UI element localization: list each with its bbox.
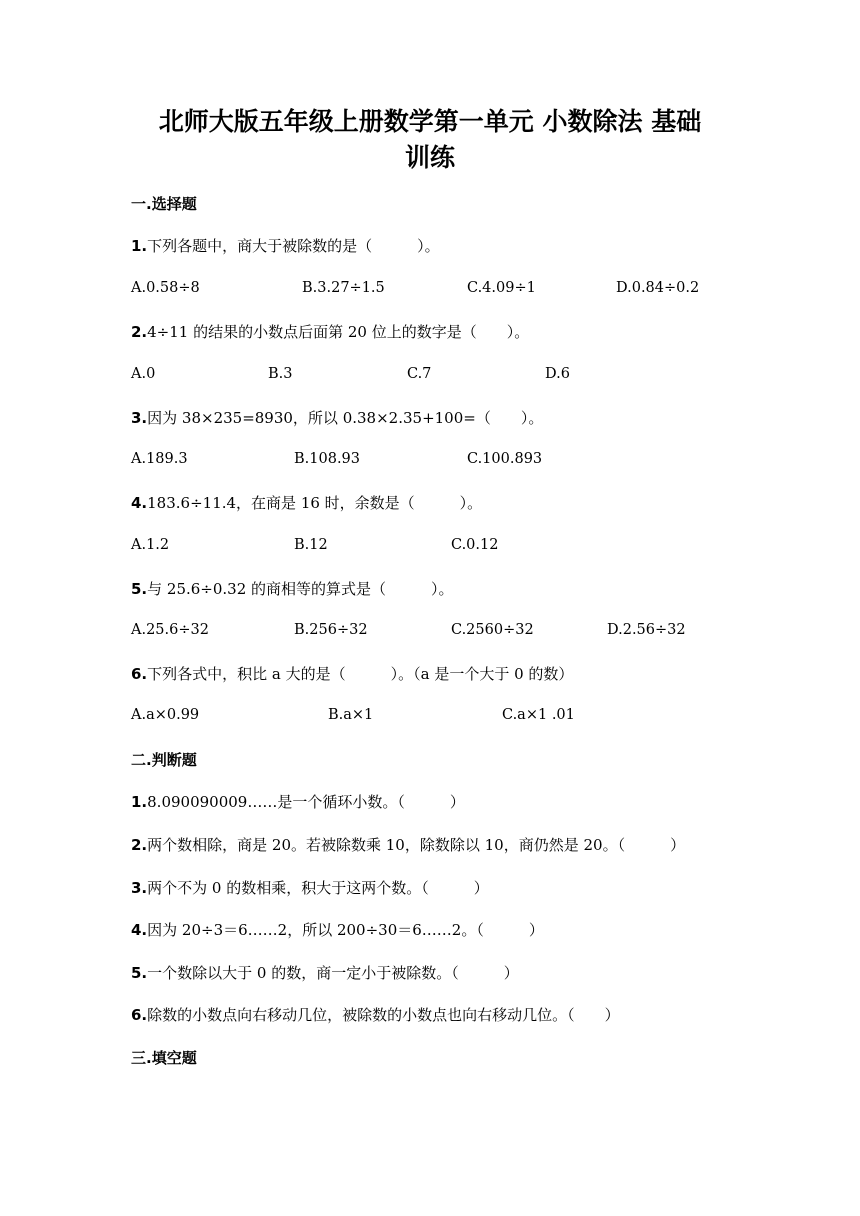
question-text: 下列各题中，商大于被除数的是（ ）。 [147,237,440,255]
option-b: B.3.27÷1.5 [302,280,385,296]
option-c: C.0.12 [451,537,499,553]
question-number: 6. [131,665,148,683]
option-b: B.12 [294,537,328,553]
question-text: 因为 38×235=8930，所以 0.38×2.35+100=（ ）。 [147,409,544,427]
question-number: 4. [131,921,148,939]
option-a: A.0 [131,366,156,382]
choice-question-3 [131,407,543,428]
question-number: 1. [131,237,148,255]
question-number: 5. [131,964,148,982]
page-title [120,104,740,176]
option-c: C.4.09÷1 [467,280,536,296]
option-a: A.25.6÷32 [131,622,209,638]
question-text: 183.6÷11.4，在商是 16 时，余数是（ ）。 [147,494,483,512]
question-text: 因为 20÷3＝6……2，所以 200÷30＝6……2。（ ） [147,921,544,939]
question-text: 8.090090009……是一个循环小数。（ ） [147,793,465,811]
choice-question-2 [131,321,529,342]
question-text: 除数的小数点向右移动几位，被除数的小数点也向右移动几位。（ ） [147,1006,620,1024]
choice-question-1 [131,235,440,256]
option-a: A.a×0.99 [131,707,200,723]
choice-question-5 [131,578,454,599]
question-number: 3. [131,879,148,897]
choice-question-6 [131,663,573,684]
title-line-2: 训练 [404,143,455,172]
question-text: 两个不为 0 的数相乘，积大于这两个数。（ ） [147,879,489,897]
question-number: 4. [131,494,148,512]
section-heading-judge: 二.判断题 [131,751,197,769]
option-c: C.a×1 .01 [502,707,575,723]
question-text: 4÷11 的结果的小数点后面第 20 位上的数字是（ ）。 [147,323,530,341]
judge-question-3 [131,877,489,898]
option-c: C.7 [407,366,432,382]
option-b: B.a×1 [328,707,374,723]
option-d: D.6 [545,366,570,382]
option-a: A.189.3 [131,451,188,467]
option-d: D.2.56÷32 [607,622,686,638]
question-text: 与 25.6÷0.32 的商相等的算式是（ ）。 [147,580,454,598]
section-heading-fill: 三.填空题 [131,1049,197,1067]
judge-question-4 [131,919,544,940]
question-text: 一个数除以大于 0 的数，商一定小于被除数。（ ） [147,964,519,982]
question-number: 2. [131,836,148,854]
option-c: C.2560÷32 [451,622,534,638]
option-c: C.100.893 [467,451,543,467]
option-b: B.3 [268,366,293,382]
judge-question-2 [131,834,685,855]
choice-question-4 [131,492,482,513]
question-number: 2. [131,323,148,341]
option-a: A.1.2 [131,537,170,553]
title-line-1: 北师大版五年级上册数学第一单元 小数除法 基础 [158,107,702,136]
section-heading-choice: 一.选择题 [131,195,197,213]
judge-question-1 [131,791,465,812]
question-number: 6. [131,1006,148,1024]
question-text: 两个数相除，商是 20。若被除数乘 10，除数除以 10，商仍然是 20。（ ） [147,836,686,854]
option-d: D.0.84÷0.2 [616,280,700,296]
question-number: 3. [131,409,148,427]
judge-question-5 [131,962,519,983]
question-number: 5. [131,580,148,598]
question-number: 1. [131,793,148,811]
question-text: 下列各式中，积比 a 大的是（ ）。（a 是一个大于 0 的数） [147,665,574,683]
option-b: B.256÷32 [294,622,368,638]
option-b: B.108.93 [294,451,361,467]
judge-question-6 [131,1004,620,1025]
option-a: A.0.58÷8 [131,280,200,296]
